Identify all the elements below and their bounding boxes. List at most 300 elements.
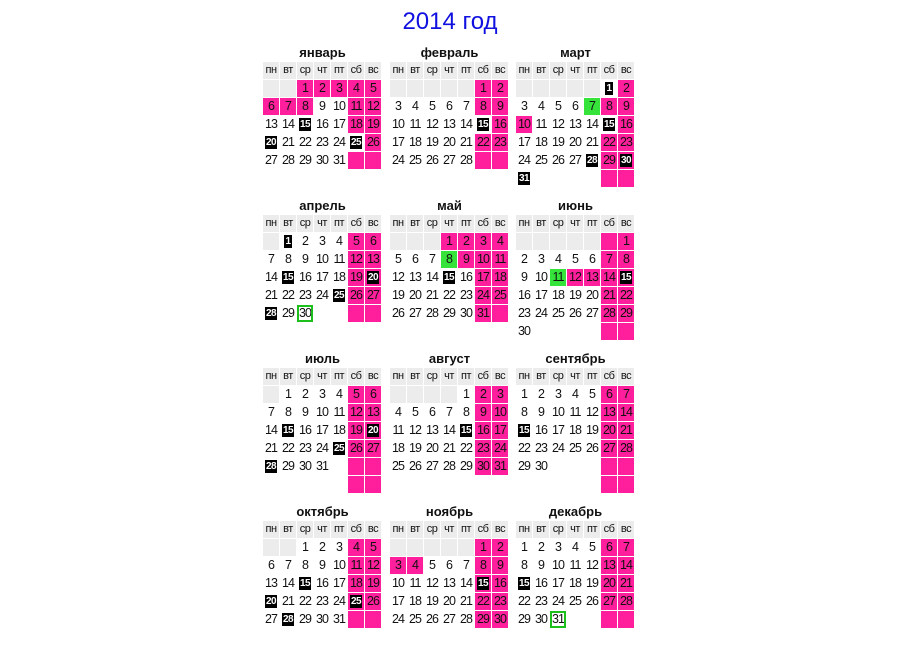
day-cell: 2 bbox=[297, 386, 313, 403]
month-10 bbox=[263, 503, 382, 629]
weekday-label: пт bbox=[584, 62, 600, 79]
day-cell: 5 bbox=[424, 557, 440, 574]
empty-cell bbox=[567, 80, 583, 97]
day-cell: 24 bbox=[390, 152, 406, 169]
empty-cell bbox=[407, 386, 423, 403]
day-cell: 6 bbox=[263, 98, 279, 115]
day-cell: 11 bbox=[492, 251, 508, 268]
weekday-label: ср bbox=[550, 521, 566, 538]
day-cell: 17 bbox=[533, 287, 549, 304]
day-cell: 20 bbox=[601, 422, 617, 439]
shortened-day-mark: 28 bbox=[586, 155, 598, 167]
day-cell: 18 bbox=[348, 116, 364, 133]
day-cell: 26 bbox=[567, 305, 583, 322]
day-cell: 26 bbox=[348, 287, 364, 304]
day-cell: 18 bbox=[331, 269, 347, 286]
day-cell: 16 bbox=[314, 575, 330, 592]
day-cell: 1 bbox=[441, 233, 457, 250]
day-cell: 9 bbox=[492, 557, 508, 574]
day-cell: 9 bbox=[297, 251, 313, 268]
weekday-label: вт bbox=[280, 368, 296, 385]
day-cell: 10 bbox=[390, 116, 406, 133]
day-cell: 5 bbox=[567, 251, 583, 268]
empty-cell bbox=[365, 458, 381, 475]
day-cell: 16 bbox=[533, 422, 549, 439]
shortened-day-mark: 20 bbox=[367, 425, 379, 437]
day-cell: 22 bbox=[475, 593, 491, 610]
empty-cell bbox=[584, 458, 600, 475]
empty-cell bbox=[618, 323, 634, 340]
day-cell: 13 bbox=[584, 269, 600, 286]
weekday-label: чт bbox=[314, 521, 330, 538]
day-cell: 6 bbox=[584, 251, 600, 268]
day-cell: 10 bbox=[314, 404, 330, 421]
day-cell: 28 bbox=[441, 458, 457, 475]
empty-cell bbox=[280, 80, 296, 97]
day-cell: 23 bbox=[533, 593, 549, 610]
day-cell: 29 bbox=[516, 611, 532, 628]
day-cell: 25 bbox=[567, 440, 583, 457]
empty-cell bbox=[407, 539, 423, 556]
day-cell: 24 bbox=[533, 305, 549, 322]
day-cell: 3 bbox=[331, 539, 347, 556]
day-cell: 23 bbox=[314, 134, 330, 151]
day-cell: 28 bbox=[601, 305, 617, 322]
day-cell: 2 bbox=[492, 80, 508, 97]
day-cell: 20 bbox=[584, 287, 600, 304]
month-grid bbox=[516, 62, 635, 188]
day-cell bbox=[280, 611, 296, 628]
weekday-label: пн bbox=[516, 368, 532, 385]
month-grid bbox=[263, 368, 382, 494]
day-cell: 13 bbox=[263, 116, 279, 133]
day-cell: 27 bbox=[365, 440, 381, 457]
day-cell bbox=[280, 269, 296, 286]
day-cell: 20 bbox=[441, 134, 457, 151]
calendar-title: 2014 год bbox=[402, 8, 498, 35]
empty-cell bbox=[348, 611, 364, 628]
day-cell: 4 bbox=[407, 557, 423, 574]
empty-cell bbox=[567, 611, 583, 628]
empty-cell bbox=[567, 323, 583, 340]
day-cell: 26 bbox=[348, 440, 364, 457]
empty-cell bbox=[365, 152, 381, 169]
day-cell: 22 bbox=[280, 287, 296, 304]
empty-cell bbox=[441, 386, 457, 403]
day-cell bbox=[584, 152, 600, 169]
day-cell: 16 bbox=[458, 269, 474, 286]
day-cell: 22 bbox=[516, 593, 532, 610]
month-name: июль bbox=[304, 351, 341, 366]
weekday-label: чт bbox=[567, 368, 583, 385]
empty-cell bbox=[618, 611, 634, 628]
shortened-day-mark: 30 bbox=[620, 155, 632, 167]
day-cell: 16 bbox=[297, 422, 313, 439]
weekday-label: чт bbox=[441, 368, 457, 385]
day-cell: 29 bbox=[458, 458, 474, 475]
day-cell: 2 bbox=[314, 539, 330, 556]
month-name: сентябрь bbox=[545, 351, 606, 366]
day-cell: 7 bbox=[280, 98, 296, 115]
day-cell: 16 bbox=[492, 575, 508, 592]
month-name: апрель bbox=[299, 198, 346, 213]
empty-cell bbox=[280, 476, 296, 493]
day-cell: 19 bbox=[365, 575, 381, 592]
day-cell: 13 bbox=[567, 116, 583, 133]
day-cell: 19 bbox=[550, 134, 566, 151]
day-cell: 2 bbox=[492, 539, 508, 556]
weekday-label: пт bbox=[458, 368, 474, 385]
empty-cell bbox=[348, 476, 364, 493]
day-cell: 18 bbox=[331, 422, 347, 439]
empty-cell bbox=[550, 458, 566, 475]
day-cell: 8 bbox=[280, 404, 296, 421]
weekday-label: ср bbox=[550, 215, 566, 232]
day-cell: 21 bbox=[280, 134, 296, 151]
weekday-label: сб bbox=[601, 62, 617, 79]
day-cell: 2 bbox=[458, 233, 474, 250]
weekday-label: пт bbox=[584, 368, 600, 385]
weekday-label: вс bbox=[365, 521, 381, 538]
day-cell: 10 bbox=[331, 98, 347, 115]
day-cell bbox=[348, 593, 364, 610]
day-cell: 8 bbox=[475, 557, 491, 574]
weekday-label: вт bbox=[280, 215, 296, 232]
day-cell: 14 bbox=[618, 557, 634, 574]
month-grid bbox=[390, 368, 509, 476]
day-cell bbox=[263, 458, 279, 475]
day-cell: 9 bbox=[516, 269, 532, 286]
day-cell: 2 bbox=[314, 80, 330, 97]
weekday-label: пт bbox=[331, 215, 347, 232]
empty-cell bbox=[365, 611, 381, 628]
day-cell: 21 bbox=[280, 593, 296, 610]
day-cell: 24 bbox=[550, 440, 566, 457]
weekday-label: вт bbox=[533, 521, 549, 538]
day-cell: 8 bbox=[516, 557, 532, 574]
weekday-label: ср bbox=[297, 521, 313, 538]
empty-cell bbox=[263, 233, 279, 250]
day-cell: 21 bbox=[424, 287, 440, 304]
day-cell bbox=[441, 269, 457, 286]
weekday-label: вт bbox=[533, 368, 549, 385]
day-cell: 29 bbox=[297, 611, 313, 628]
day-cell: 4 bbox=[550, 251, 566, 268]
day-cell: 5 bbox=[365, 80, 381, 97]
day-cell: 9 bbox=[492, 98, 508, 115]
weekday-label: вс bbox=[365, 62, 381, 79]
day-cell: 2 bbox=[618, 80, 634, 97]
day-cell: 26 bbox=[407, 458, 423, 475]
empty-cell bbox=[365, 305, 381, 322]
empty-cell bbox=[618, 476, 634, 493]
month-name: август bbox=[428, 351, 471, 366]
day-cell: 5 bbox=[348, 233, 364, 250]
weekday-label: ср bbox=[424, 521, 440, 538]
day-cell: 28 bbox=[458, 611, 474, 628]
shortened-day-mark: 15 bbox=[477, 119, 489, 131]
day-cell: 6 bbox=[365, 233, 381, 250]
day-cell: 29 bbox=[516, 458, 532, 475]
empty-cell bbox=[424, 386, 440, 403]
day-cell: 14 bbox=[584, 116, 600, 133]
empty-cell bbox=[348, 305, 364, 322]
day-cell: 12 bbox=[365, 98, 381, 115]
day-cell: 12 bbox=[424, 116, 440, 133]
empty-cell bbox=[567, 170, 583, 187]
day-cell: 23 bbox=[516, 305, 532, 322]
day-cell: 4 bbox=[348, 80, 364, 97]
day-cell: 4 bbox=[331, 386, 347, 403]
weekday-label: вт bbox=[407, 521, 423, 538]
weekday-label: пн bbox=[263, 368, 279, 385]
day-cell: 9 bbox=[458, 251, 474, 268]
day-cell: 24 bbox=[516, 152, 532, 169]
day-cell: 19 bbox=[390, 287, 406, 304]
day-cell: 4 bbox=[567, 386, 583, 403]
day-cell: 6 bbox=[601, 386, 617, 403]
empty-cell bbox=[584, 323, 600, 340]
weekday-label: вс bbox=[618, 62, 634, 79]
day-cell: 31 bbox=[331, 152, 347, 169]
day-cell: 1 bbox=[475, 539, 491, 556]
weekday-label: пн bbox=[263, 215, 279, 232]
day-cell: 20 bbox=[407, 287, 423, 304]
day-cell: 7 bbox=[618, 386, 634, 403]
weekday-label: сб bbox=[348, 368, 364, 385]
day-cell: 23 bbox=[475, 440, 491, 457]
empty-cell bbox=[584, 611, 600, 628]
day-cell: 5 bbox=[365, 539, 381, 556]
day-cell: 13 bbox=[365, 404, 381, 421]
day-cell bbox=[516, 422, 532, 439]
weekday-label: пт bbox=[458, 215, 474, 232]
day-cell: 22 bbox=[516, 440, 532, 457]
weekday-label: сб bbox=[475, 62, 491, 79]
weekday-label: пн bbox=[390, 521, 406, 538]
day-cell: 28 bbox=[424, 305, 440, 322]
day-cell: 24 bbox=[314, 440, 330, 457]
day-cell: 1 bbox=[458, 386, 474, 403]
day-cell: 13 bbox=[263, 575, 279, 592]
empty-cell bbox=[390, 80, 406, 97]
month-grid bbox=[390, 521, 509, 629]
weekday-label: вт bbox=[280, 521, 296, 538]
day-cell: 18 bbox=[492, 269, 508, 286]
day-cell: 8 bbox=[475, 98, 491, 115]
weekday-label: ср bbox=[297, 215, 313, 232]
weekday-label: ср bbox=[550, 368, 566, 385]
empty-cell bbox=[550, 476, 566, 493]
day-cell: 23 bbox=[297, 287, 313, 304]
weekday-label: вс bbox=[492, 215, 508, 232]
day-cell: 11 bbox=[348, 98, 364, 115]
empty-cell bbox=[584, 80, 600, 97]
day-cell: 19 bbox=[584, 422, 600, 439]
day-cell: 8 bbox=[618, 251, 634, 268]
empty-cell bbox=[280, 539, 296, 556]
shortened-day-mark: 20 bbox=[367, 272, 379, 284]
day-cell: 4 bbox=[390, 404, 406, 421]
day-cell: 7 bbox=[263, 251, 279, 268]
weekday-label: сб bbox=[601, 521, 617, 538]
day-cell: 5 bbox=[390, 251, 406, 268]
day-cell: 3 bbox=[533, 251, 549, 268]
month-4 bbox=[263, 197, 382, 323]
weekday-label: пн bbox=[390, 368, 406, 385]
day-cell: 18 bbox=[407, 134, 423, 151]
day-cell: 10 bbox=[533, 269, 549, 286]
weekday-label: вс bbox=[492, 521, 508, 538]
day-cell bbox=[618, 269, 634, 286]
day-cell: 26 bbox=[584, 440, 600, 457]
day-cell: 7 bbox=[584, 98, 600, 115]
weekday-label: чт bbox=[441, 215, 457, 232]
empty-cell bbox=[567, 476, 583, 493]
day-cell: 16 bbox=[492, 116, 508, 133]
month-1 bbox=[263, 44, 382, 170]
shortened-day-mark: 15 bbox=[603, 119, 615, 131]
day-cell: 19 bbox=[348, 422, 364, 439]
day-cell: 30 bbox=[458, 305, 474, 322]
day-cell: 20 bbox=[601, 575, 617, 592]
weekday-label: пн bbox=[390, 215, 406, 232]
day-cell: 28 bbox=[618, 440, 634, 457]
month-grid bbox=[263, 215, 382, 323]
empty-cell bbox=[584, 233, 600, 250]
day-cell: 3 bbox=[492, 386, 508, 403]
weekday-label: пт bbox=[584, 215, 600, 232]
day-cell: 22 bbox=[441, 287, 457, 304]
day-cell: 18 bbox=[407, 593, 423, 610]
day-cell: 10 bbox=[516, 116, 532, 133]
empty-cell bbox=[297, 476, 313, 493]
empty-cell bbox=[458, 80, 474, 97]
day-cell bbox=[348, 134, 364, 151]
weekday-label: сб bbox=[475, 368, 491, 385]
shortened-day-mark: 15 bbox=[477, 578, 489, 590]
day-cell: 4 bbox=[348, 539, 364, 556]
empty-cell bbox=[533, 476, 549, 493]
day-cell: 19 bbox=[424, 134, 440, 151]
empty-cell bbox=[550, 233, 566, 250]
day-cell bbox=[263, 134, 279, 151]
day-cell: 18 bbox=[533, 134, 549, 151]
shortened-day-mark: 15 bbox=[518, 425, 530, 437]
day-cell: 9 bbox=[297, 404, 313, 421]
day-cell: 27 bbox=[441, 152, 457, 169]
day-cell: 23 bbox=[297, 440, 313, 457]
shortened-day-mark: 15 bbox=[443, 272, 455, 284]
empty-cell bbox=[407, 233, 423, 250]
shortened-day-mark: 15 bbox=[460, 425, 472, 437]
day-cell: 11 bbox=[550, 269, 566, 286]
day-cell: 16 bbox=[475, 422, 491, 439]
day-cell: 25 bbox=[492, 287, 508, 304]
shortened-day-mark: 25 bbox=[350, 137, 362, 149]
day-cell: 19 bbox=[424, 593, 440, 610]
day-cell bbox=[331, 440, 347, 457]
month-name: март bbox=[560, 45, 591, 60]
empty-cell bbox=[263, 386, 279, 403]
day-cell: 2 bbox=[297, 233, 313, 250]
day-cell: 21 bbox=[441, 440, 457, 457]
day-cell: 7 bbox=[441, 404, 457, 421]
empty-cell bbox=[331, 476, 347, 493]
empty-cell bbox=[533, 323, 549, 340]
weekday-label: вт bbox=[533, 215, 549, 232]
day-cell: 4 bbox=[331, 233, 347, 250]
day-cell: 7 bbox=[263, 404, 279, 421]
day-cell: 5 bbox=[584, 386, 600, 403]
day-cell: 28 bbox=[618, 593, 634, 610]
day-cell: 8 bbox=[441, 251, 457, 268]
empty-cell bbox=[458, 539, 474, 556]
day-cell: 17 bbox=[475, 269, 491, 286]
day-cell: 29 bbox=[441, 305, 457, 322]
day-cell: 12 bbox=[424, 575, 440, 592]
shortened-day-mark: 15 bbox=[282, 425, 294, 437]
day-cell: 20 bbox=[441, 593, 457, 610]
day-cell: 1 bbox=[297, 80, 313, 97]
shortened-day-mark: 15 bbox=[299, 578, 311, 590]
month-grid bbox=[516, 521, 635, 629]
weekday-label: вс bbox=[365, 215, 381, 232]
day-cell: 10 bbox=[331, 557, 347, 574]
day-cell: 18 bbox=[567, 422, 583, 439]
weekday-label: пт bbox=[584, 521, 600, 538]
day-cell: 30 bbox=[533, 458, 549, 475]
day-cell: 22 bbox=[297, 593, 313, 610]
day-cell: 29 bbox=[297, 152, 313, 169]
day-cell: 17 bbox=[390, 593, 406, 610]
day-cell: 27 bbox=[365, 287, 381, 304]
empty-cell bbox=[331, 305, 347, 322]
day-cell: 7 bbox=[424, 251, 440, 268]
empty-cell bbox=[584, 476, 600, 493]
day-cell: 2 bbox=[516, 251, 532, 268]
empty-cell bbox=[567, 458, 583, 475]
empty-cell bbox=[601, 458, 617, 475]
day-cell: 4 bbox=[567, 539, 583, 556]
month-name: февраль bbox=[420, 45, 479, 60]
day-cell: 23 bbox=[492, 593, 508, 610]
day-cell: 1 bbox=[475, 80, 491, 97]
day-cell: 19 bbox=[584, 575, 600, 592]
day-cell: 31 bbox=[492, 458, 508, 475]
day-cell: 11 bbox=[407, 575, 423, 592]
empty-cell bbox=[550, 170, 566, 187]
day-cell: 6 bbox=[424, 404, 440, 421]
day-cell: 9 bbox=[533, 557, 549, 574]
weekday-label: ср bbox=[550, 62, 566, 79]
month-grid bbox=[390, 215, 509, 323]
month-grid bbox=[263, 62, 382, 170]
day-cell bbox=[458, 422, 474, 439]
empty-cell bbox=[516, 233, 532, 250]
day-cell: 26 bbox=[550, 152, 566, 169]
day-cell: 21 bbox=[618, 575, 634, 592]
month-9 bbox=[516, 350, 635, 494]
shortened-day-mark: 28 bbox=[265, 461, 277, 473]
empty-cell bbox=[263, 476, 279, 493]
weekday-label: пт bbox=[331, 62, 347, 79]
day-cell: 21 bbox=[618, 422, 634, 439]
day-cell: 21 bbox=[263, 287, 279, 304]
shortened-day-mark: 25 bbox=[333, 443, 345, 455]
day-cell: 26 bbox=[365, 134, 381, 151]
empty-cell bbox=[618, 170, 634, 187]
